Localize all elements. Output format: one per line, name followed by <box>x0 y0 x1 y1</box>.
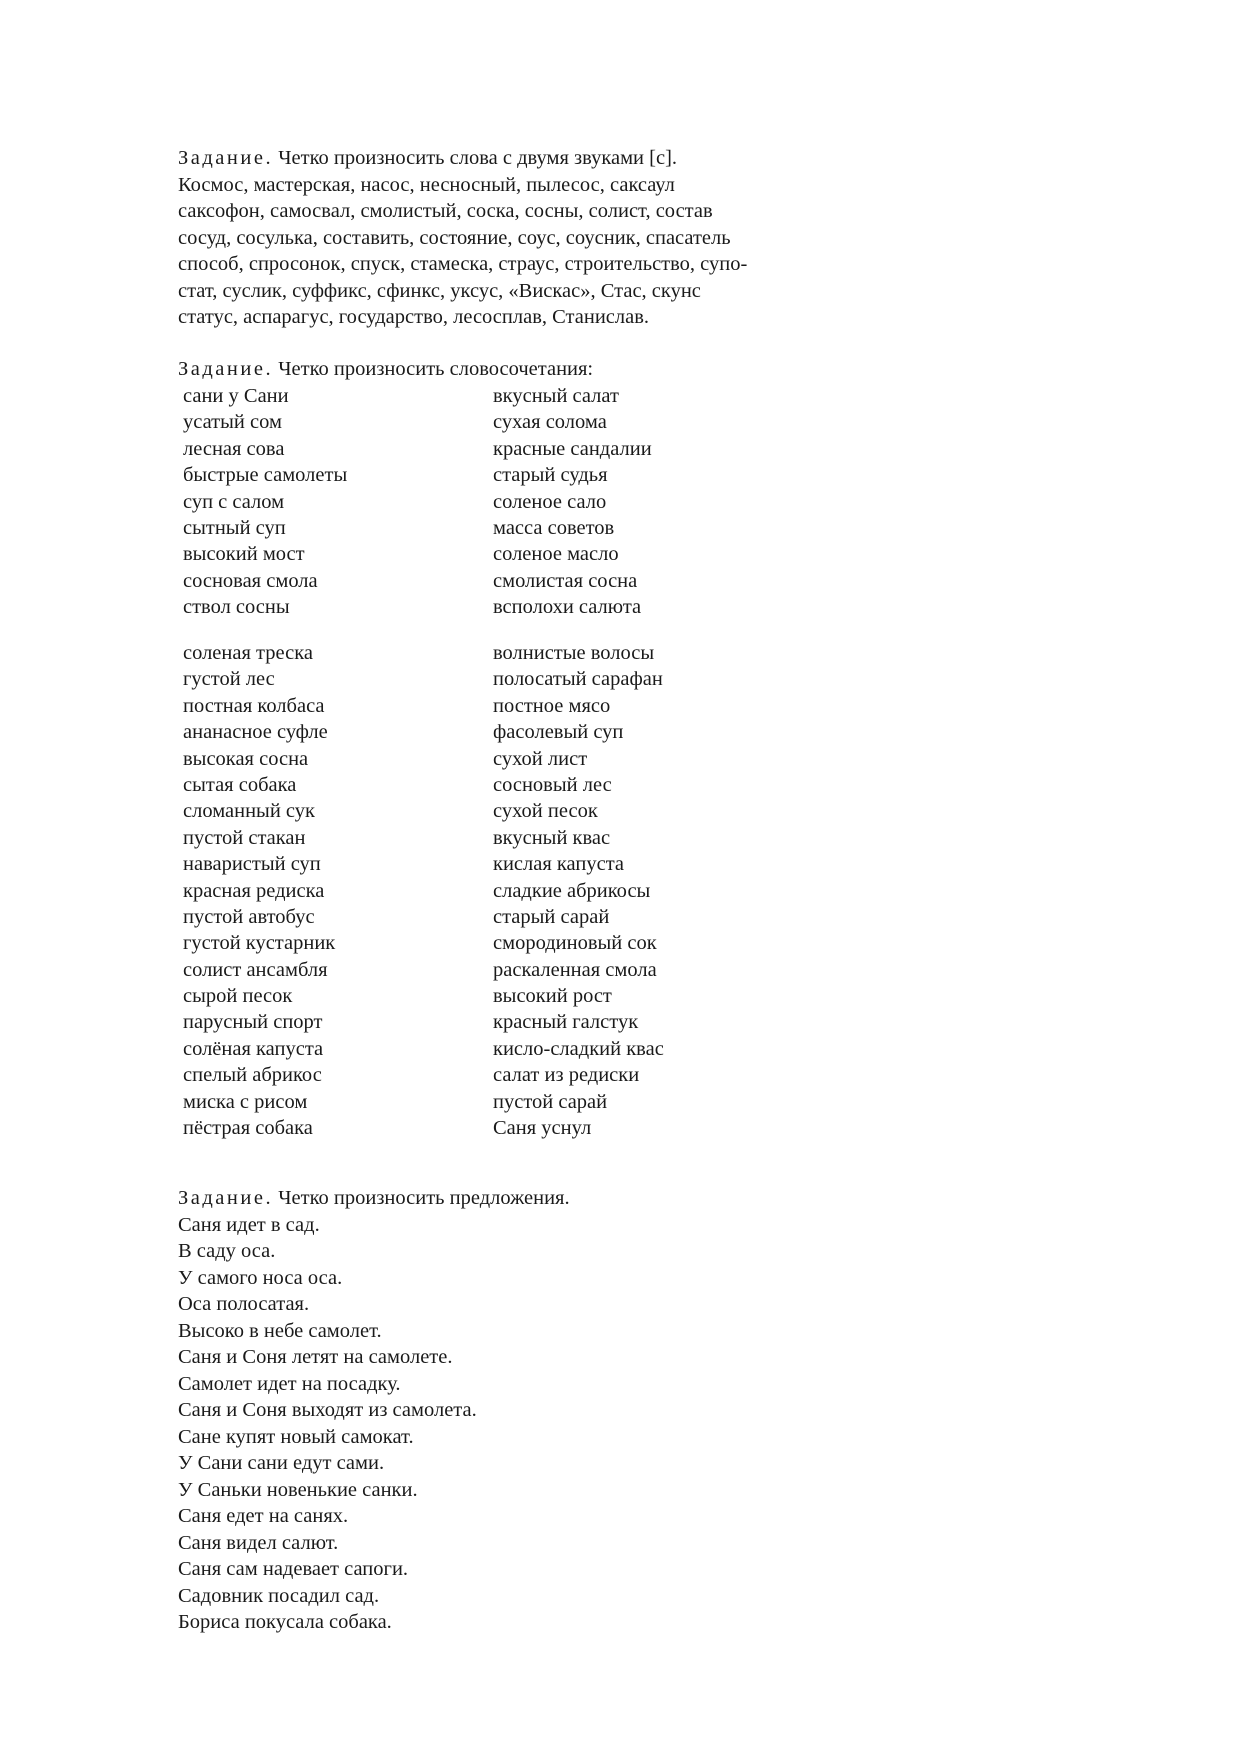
phrase-row <box>183 957 743 983</box>
sentence-line: Бориса покусала собака. <box>178 1611 392 1633</box>
sentence-line: Сане купят новый самокат. <box>178 1425 414 1448</box>
phrase-right: красные сандалии <box>493 437 652 460</box>
phrase-list-2 <box>183 640 743 1141</box>
sentence-line: В саду оса. <box>178 1240 276 1262</box>
sentence-line: Саня и Соня летят на самолете. <box>178 1346 453 1368</box>
phrase-left: суп с салом <box>183 490 285 513</box>
sentence-line: У самого носа оса. <box>178 1266 343 1289</box>
phrase-left: высокий мост <box>183 543 305 566</box>
phrase-left: сырой песок <box>183 985 293 1008</box>
phrase-right: кислая капуста <box>493 853 625 876</box>
task-label: Задание. <box>178 1187 274 1209</box>
phrase-right: старый судья <box>493 464 608 487</box>
phrase-row <box>183 930 743 956</box>
phrase-row <box>183 436 743 462</box>
phrase-row <box>183 693 743 719</box>
task-title: Четко произносить предложения. <box>278 1187 570 1209</box>
phrase-right: сухая солома <box>493 411 607 434</box>
phrase-right: вкусный салат <box>493 385 619 407</box>
phrase-row <box>183 825 743 851</box>
phrase-row <box>183 878 743 904</box>
phrase-row <box>183 1115 743 1141</box>
phrase-right: высокий рост <box>493 985 612 1008</box>
phrase-left: густой лес <box>183 668 275 691</box>
phrase-row <box>183 1009 743 1035</box>
phrase-row <box>183 1062 743 1088</box>
phrase-right: сосновый лес <box>493 773 612 796</box>
task-label: Задание. <box>178 147 274 169</box>
task-3-heading <box>178 1185 838 1212</box>
phrase-left: солёная капуста <box>183 1037 324 1060</box>
phrase-row <box>183 904 743 930</box>
text-line: стат, суслик, суффикс, сфинкс, уксус, «Вискас», Стас, скунс <box>178 279 701 302</box>
phrase-left: пустой автобус <box>183 905 315 928</box>
phrase-row <box>183 409 743 435</box>
sentence-line: Оса полосатая. <box>178 1293 310 1315</box>
sentence-line: Саня и Соня выходят из самолета. <box>178 1399 477 1421</box>
phrase-row <box>183 383 743 409</box>
phrase-left: сытный суп <box>183 516 286 539</box>
phrase-right: соленое сало <box>493 490 607 513</box>
phrase-left: пёстрая собака <box>183 1117 313 1140</box>
phrase-left: сытая собака <box>183 773 297 796</box>
phrase-right: фасолевый суп <box>493 721 624 744</box>
phrase-right: салат из редиски <box>493 1064 640 1087</box>
task-title: Четко произносить словосочетания: <box>278 358 594 380</box>
sentence-line: Высоко в небе самолет. <box>178 1319 382 1342</box>
phrase-row <box>183 594 743 620</box>
task-1-heading <box>178 145 838 172</box>
sentence-line: Саня идет в сад. <box>178 1213 320 1236</box>
phrase-left: парусный спорт <box>183 1011 323 1034</box>
sentence-line: У Сани сани едут сами. <box>178 1452 385 1474</box>
phrase-left: соленая треска <box>183 642 313 664</box>
phrase-row <box>183 640 743 666</box>
phrase-right: пустой сарай <box>493 1090 608 1113</box>
phrase-left: быстрые самолеты <box>183 464 348 487</box>
phrase-left: ананасное суфле <box>183 721 328 744</box>
phrase-left: сломанный сук <box>183 800 315 823</box>
phrase-left: спелый абрикос <box>183 1064 322 1087</box>
phrase-left: солист ансамбля <box>183 958 328 981</box>
phrase-left: постная колбаса <box>183 694 325 717</box>
phrase-right: волнистые волосы <box>493 642 655 664</box>
phrase-right: всполохи салюта <box>493 596 642 619</box>
phrase-right: старый сарай <box>493 905 610 928</box>
sentence-line: Саня сам надевает сапоги. <box>178 1558 409 1580</box>
phrase-row <box>183 666 743 692</box>
task-1 <box>178 145 838 331</box>
phrase-left: сосновая смола <box>183 569 318 592</box>
text-line: Космос, мастерская, насос, несносный, пылесос, саксаул <box>178 173 675 196</box>
task-label: Задание. <box>178 358 274 380</box>
phrase-right: полосатый сарафан <box>493 668 663 691</box>
phrase-row <box>183 515 743 541</box>
task-2-heading <box>178 356 838 383</box>
phrase-list-1 <box>183 383 743 621</box>
phrase-left: ствол сосны <box>183 596 290 619</box>
phrase-row <box>183 489 743 515</box>
phrase-row <box>183 462 743 488</box>
phrase-left: миска с рисом <box>183 1090 308 1113</box>
phrase-right: смородиновый сок <box>493 932 657 955</box>
phrase-row <box>183 1036 743 1062</box>
phrase-left: усатый сом <box>183 411 282 434</box>
phrase-left: сани у Сани <box>183 385 289 407</box>
phrase-left: лесная сова <box>183 437 285 460</box>
phrase-row <box>183 983 743 1009</box>
phrase-right: постное мясо <box>493 694 611 717</box>
phrase-row <box>183 746 743 772</box>
phrase-left: наваристый суп <box>183 853 321 876</box>
phrase-left: пустой стакан <box>183 826 306 849</box>
phrase-right: Саня уснул <box>493 1117 592 1140</box>
phrase-row <box>183 798 743 824</box>
sentence-line: Садовник посадил сад. <box>178 1584 380 1607</box>
sentence-line: Саня едет на санях. <box>178 1505 349 1527</box>
phrase-right: смолистая сосна <box>493 569 638 592</box>
phrase-row <box>183 568 743 594</box>
phrase-row <box>183 719 743 745</box>
phrase-right: соленое масло <box>493 543 619 566</box>
sentence-line: У Саньки новенькие санки. <box>178 1478 418 1501</box>
sentence-line: Саня видел салют. <box>178 1531 339 1554</box>
phrase-row <box>183 541 743 567</box>
phrase-row <box>183 851 743 877</box>
phrase-left: густой кустарник <box>183 932 336 955</box>
phrase-right: красный галстук <box>493 1011 639 1034</box>
text-line: сосуд, сосулька, составить, состояние, соус, соусник, спасатель <box>178 226 731 249</box>
text-line: статус, аспарагус, государство, лесосплав, Станислав. <box>178 306 650 328</box>
phrase-right: раскаленная смола <box>493 958 657 981</box>
phrase-right: сухой песок <box>493 800 598 823</box>
text-line: саксофон, самосвал, смолистый, соска, сосны, солист, состав <box>178 200 713 222</box>
phrase-row <box>183 1089 743 1115</box>
phrase-right: кисло-сладкий квас <box>493 1037 664 1060</box>
phrase-right: сухой лист <box>493 747 588 770</box>
task-2 <box>178 356 838 383</box>
task-title: Четко произносить слова с двумя звуками [с]. <box>278 147 678 169</box>
phrase-right: вкусный квас <box>493 826 611 849</box>
phrase-right: сладкие абрикосы <box>493 879 651 902</box>
task-3 <box>178 1185 838 1636</box>
phrase-row <box>183 772 743 798</box>
text-line: способ, спросонок, спуск, стамеска, страус, строительство, супо- <box>178 253 748 275</box>
phrase-left: красная редиска <box>183 879 325 902</box>
phrase-right: масса советов <box>493 516 615 539</box>
phrase-left: высокая сосна <box>183 747 309 770</box>
sentence-line: Самолет идет на посадку. <box>178 1372 401 1395</box>
